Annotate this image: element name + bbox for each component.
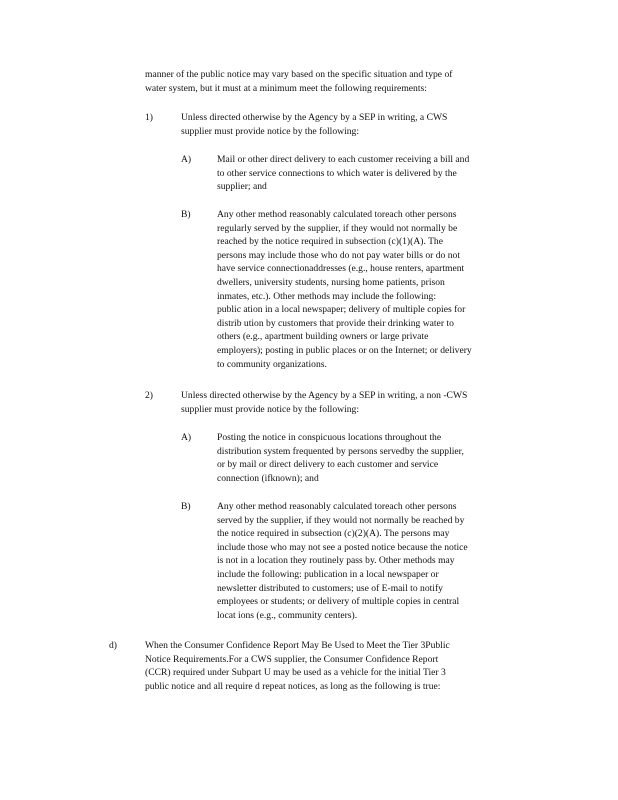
item-1b-label: B) xyxy=(181,209,191,220)
text-line: is not in a location they routinely pass by. Other methods may xyxy=(217,555,455,567)
text-line: Any other method reasonably calculated toreach other persons xyxy=(217,501,457,512)
text-line: include those who may not see a posted notice because the notice xyxy=(217,541,468,553)
item-2-text xyxy=(181,389,533,416)
text-line: supplier must provide notice by the following: xyxy=(181,125,359,137)
text-line: water system, but it must at a minimum meet the following requirements: xyxy=(145,82,427,94)
text-line: to other service connections to which water is delivered by the xyxy=(217,167,457,179)
text-line: employees or students; or delivery of multiple copies in central xyxy=(217,596,460,608)
text-line: served by the supplier, if they would not normally be reached by xyxy=(217,514,465,526)
text-line: Unless directed otherwise by the Agency by a SEP in writing, a non -CWS xyxy=(181,390,468,401)
item-2-label: 2) xyxy=(145,390,153,401)
item-2a-text xyxy=(217,431,532,485)
item-2a-label: A) xyxy=(181,432,192,443)
text-line: to community organizations. xyxy=(217,358,327,370)
text-line: public notice and all require d repeat notices, as long as the following is true: xyxy=(145,680,441,692)
text-line: Posting the notice in conspicuous locations throughout the xyxy=(217,432,442,443)
text-line: have service connectionaddresses (e.g., house renters, apartment xyxy=(217,263,465,275)
item-1a-label: A) xyxy=(181,154,192,165)
item-1a-text xyxy=(217,153,532,194)
text-line: Notice Requirements.For a CWS supplier, the Consumer Confidence Report xyxy=(145,653,439,665)
text-line: supplier must provide notice by the following: xyxy=(181,403,359,415)
text-line: dwellers, university students, nursing home patients, prison xyxy=(217,276,445,288)
text-line: Unless directed otherwise by the Agency by a SEP in writing, a CWS xyxy=(181,112,448,123)
text-line: the notice required in subsection (c)(2)(A). The persons may xyxy=(217,528,450,540)
text-line: or by mail or direct delivery to each customer and service xyxy=(217,459,439,471)
text-line: others (e.g., apartment building owners or large private xyxy=(217,331,429,343)
text-line: Any other method reasonably calculated toreach other persons xyxy=(217,209,457,220)
text-line: regularly served by the supplier, if they would not normally be xyxy=(217,222,458,234)
text-line: connection (ifknown); and xyxy=(217,472,319,484)
text-line: When the Consumer Confidence Report May Be Used to Meet the Tier 3Public xyxy=(145,640,450,651)
text-line: distrib ution by customers that provide their drinking water to xyxy=(217,317,454,329)
text-line: employers); posting in public places or on the Internet; or delivery xyxy=(217,344,472,356)
text-line: reached by the notice required in subsection (c)(1)(A). The xyxy=(217,236,443,248)
item-d-text xyxy=(145,639,523,693)
item-d-label: d) xyxy=(109,640,117,651)
text-line: inmates, etc.). Other methods may include the following: xyxy=(217,290,437,302)
item-1-label: 1) xyxy=(145,112,153,123)
text-line: persons may include those who do not pay water bills or do not xyxy=(217,249,461,261)
text-line: locat ions (e.g., community centers). xyxy=(217,609,358,621)
text-line: distribution system frequented by persons servedby the supplier, xyxy=(217,445,464,457)
item-2b-text xyxy=(217,500,532,622)
text-line: Mail or other direct delivery to each customer receiving a bill and xyxy=(217,154,470,165)
item-1-text xyxy=(181,111,533,138)
text-line: supplier; and xyxy=(217,181,267,193)
item-2b-label: B) xyxy=(181,501,191,512)
item-1b-text xyxy=(217,208,532,371)
text-line: include the following: publication in a local newspaper or xyxy=(217,568,439,580)
text-line: newsletter distributed to customers; use of E-mail to notify xyxy=(217,582,443,594)
text-line: public ation in a local newspaper; delivery of multiple copies for xyxy=(217,304,466,316)
text-line: manner of the public notice may vary based on the specific situation and type of xyxy=(145,69,453,80)
text-line: (CCR) required under Subpart U may be used as a vehicle for the initial Tier 3 xyxy=(145,667,446,679)
intro-paragraph xyxy=(145,68,531,95)
